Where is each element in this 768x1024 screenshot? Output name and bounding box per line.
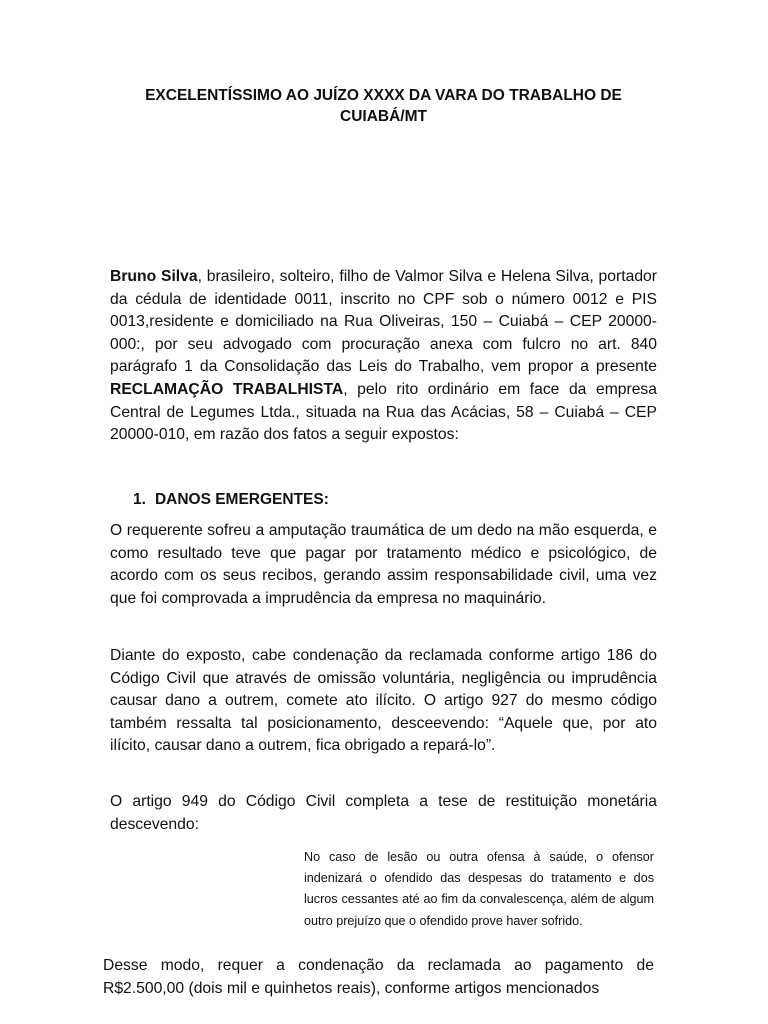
closing-paragraph: Desse modo, requer a condenação da reclamada ao pagamento de R$2.500,00 (dois mil e quinhetos reais), conforme artigos mencionados (103, 957, 654, 997)
action-title: RECLAMAÇÃO TRABALHISTA (110, 380, 344, 398)
paragraph-2: Diante do exposto, cabe condenação da reclamada conforme artigo 186 do Código Civil que através de omissão voluntária, negligência ou imprudência causar dano a outrem, comete ato ilícito. O artigo 927 do mesmo código também ressalta tal posicionamento, desceevendo: “Aquele que, por ato ilícito, causar dano a outrem, fica obrigado a repará-lo”. (110, 647, 657, 755)
claimant-name: Bruno Silva (110, 268, 198, 285)
paragraph-1: O requerente sofreu a amputação traumática de um dedo na mão esquerda, e como resultado teve que pagar por tratamento médico e psicológico, de acordo com os seus recibos, gerando assim responsabilidade civil, uma vez que foi comprovada a imprudência da empresa no maquinário. (110, 522, 657, 607)
intro-text-a: , brasileiro, solteiro, filho de Valmor Silva e Helena Silva, portador da cédula de identidade 0011, inscrito no CPF sob o número 0012 e PIS 0013,residente e domiciliado na Rua Oliveiras, 150 – Cuiabá – CEP 20000- 000:, por seu advogado com procuração anexa com fulcro no art. 840 parágrafo 1 da Consolidação das Leis do Trabalho, vem propor a presente (110, 268, 657, 376)
section-number: 1. (133, 491, 146, 508)
paragraph-3: O artigo 949 do Código Civil completa a tese de restituição monetária descevendo: (110, 793, 657, 833)
legal-quote: No caso de lesão ou outra ofensa à saúde, o ofensor indenizará o ofendido das despesas do tratamento e dos lucros cessantes até ao fim da convalescença, além de algum outro prejuízo que o ofendido prove haver sofrido. (304, 850, 654, 928)
intro-text-b: , pelo rito ordinário em face da empresa Central de Legumes Ltda., situada na Rua das Acácias, 58 – Cuiabá – CEP 20000-010, em razão dos fatos a seguir expostos: (110, 380, 658, 444)
section-title (133, 489, 329, 511)
intro-paragraph (110, 266, 657, 447)
section-title-text: DANOS EMERGENTES: (154, 491, 329, 508)
document-heading: EXCELENTÍSSIMO AO JUÍZO XXXX DA VARA DO TRABALHO DE CUIABÁ/MT (145, 87, 622, 125)
